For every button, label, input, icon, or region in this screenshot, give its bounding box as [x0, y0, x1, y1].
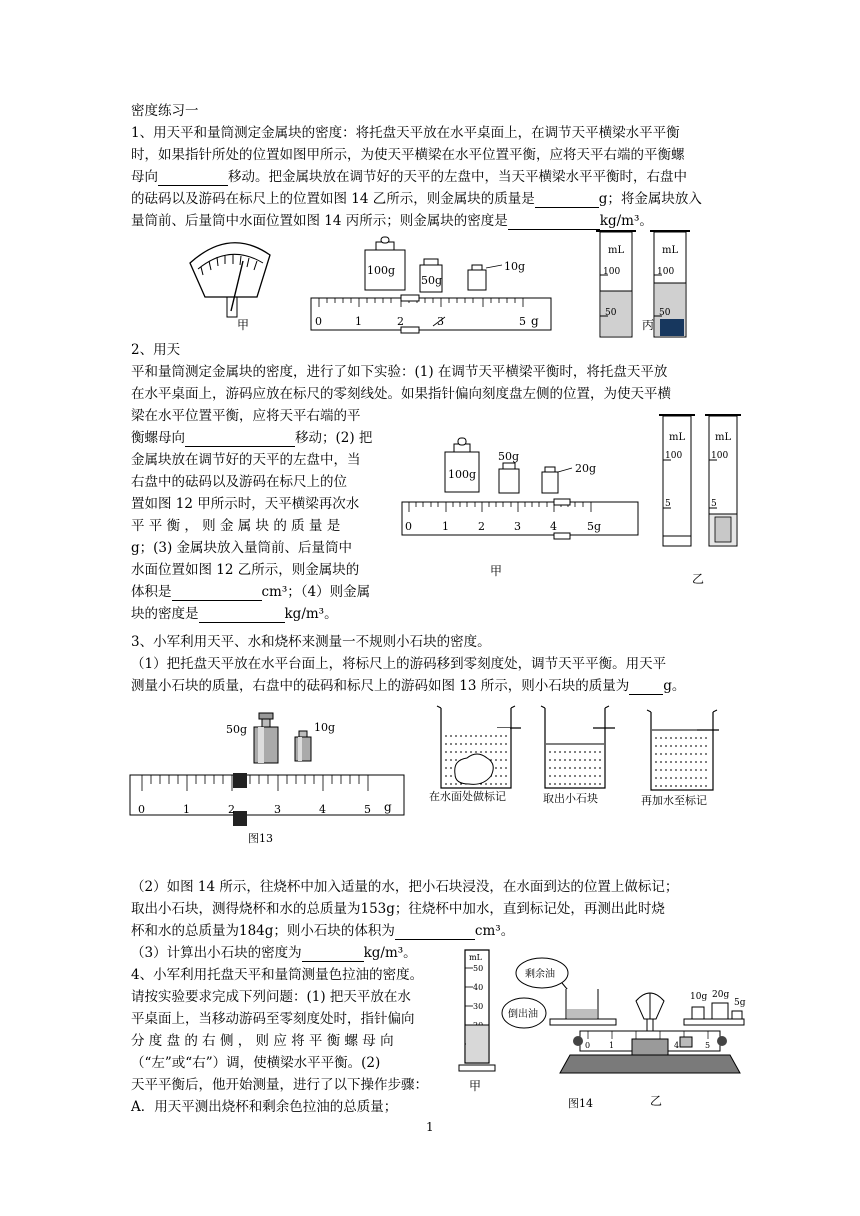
svg-text:100g: 100g [448, 468, 477, 481]
beaker-caption-3: 再加水至标记 [641, 794, 707, 807]
weight-100g: 100g [367, 264, 396, 277]
answer-blank [172, 586, 262, 601]
svg-text:10g: 10g [690, 992, 708, 1002]
svg-text:4: 4 [674, 1041, 680, 1050]
q2-line-12: 块的密度是 kg/m³。 [131, 606, 338, 622]
figure-caption-13: 图13 [248, 832, 273, 845]
answer-blank [395, 925, 475, 940]
q4-line-6: 天平平衡后，他开始测量，进行了以下操作步骤： [131, 1077, 428, 1093]
page-title: 密度练习一 [131, 103, 199, 119]
q1-line-3: 母向 移动。把金属块放在调节好的天平的左盘中，当天平横梁水平平衡时，右盘中 [131, 169, 687, 185]
svg-text:0: 0 [315, 315, 322, 328]
figure-label-jia: 甲 [237, 318, 250, 332]
q3-line-4: 取出小石块，测得烧杯和水的总质量为153g；往烧杯中加水，直到标记处，再测出此时烧 [131, 901, 665, 917]
q3-line-5: 杯和水的总质量为184g；则小石块的体积为 cm³。 [131, 923, 515, 939]
q2-line-7: 置如图 12 甲所示时，天平横梁再次水 [131, 496, 360, 512]
svg-text:5g: 5g [734, 998, 746, 1008]
svg-text:倒出油: 倒出油 [508, 1009, 538, 1020]
svg-text:100: 100 [665, 451, 683, 461]
svg-text:0: 0 [138, 803, 145, 816]
answer-blank [508, 215, 600, 230]
svg-text:0: 0 [585, 1041, 591, 1050]
svg-text:1: 1 [609, 1041, 615, 1050]
q3-line-1: （1）把托盘天平放在水平台面上，将标尺上的游码移到零刻度处，调节天平平衡。用天平 [131, 656, 667, 672]
svg-text:5: 5 [519, 315, 526, 328]
svg-text:mL: mL [608, 245, 625, 256]
q1-line-1: 1、用天平和量筒测定金属块的密度：将托盘天平放在水平桌面上，在调节天平横梁水平平衡 [131, 125, 680, 141]
q2-line-11: 体积是 cm³；（4）则金属 [131, 584, 371, 600]
svg-text:mL: mL [669, 432, 686, 443]
svg-text:2: 2 [397, 315, 404, 328]
figure-label-yi: 乙 [650, 1094, 663, 1108]
page-number: 1 [426, 1120, 434, 1134]
svg-text:2: 2 [478, 520, 485, 533]
svg-text:10g: 10g [314, 721, 336, 734]
answer-blank [185, 432, 295, 447]
answer-blank [535, 193, 599, 208]
q2-line-8: 平 平 衡 ， 则 金 属 块 的 质 量 是 [131, 518, 341, 534]
q4-line-4: 分 度 盘 的 右 侧 ， 则 应 将 平 衡 螺 母 向 [131, 1033, 394, 1049]
svg-text:30: 30 [473, 1002, 484, 1011]
weights-and-scale-q1 [305, 235, 555, 335]
answer-blank [158, 171, 228, 186]
weights-and-scale-q2 [395, 432, 645, 582]
answer-blank [302, 947, 364, 962]
svg-text:100: 100 [711, 451, 729, 461]
figure-label-bing: 丙 [642, 318, 655, 332]
svg-text:3: 3 [437, 315, 444, 328]
svg-text:5: 5 [665, 499, 671, 509]
weights-and-scale-fig13 [128, 705, 408, 845]
q4-line-7: A．用天平测出烧杯和剩余色拉油的总质量； [131, 1099, 398, 1115]
svg-text:4: 4 [319, 803, 326, 816]
figure-label-jia: 甲 [469, 1079, 482, 1093]
q2-line-6: 右盘中的砝码以及游码在标尺上的位 [131, 474, 347, 490]
svg-text:5: 5 [705, 1041, 711, 1050]
svg-text:100: 100 [603, 267, 621, 277]
svg-text:4: 4 [550, 520, 557, 533]
svg-text:1: 1 [183, 803, 190, 816]
svg-text:20g: 20g [575, 462, 597, 475]
q2-line-10: 水面位置如图 12 乙所示，则金属块的 [131, 562, 360, 578]
q4-line-2: 请按实验要求完成下列问题：(1) 把天平放在水 [131, 989, 411, 1005]
q3-head: 3、小军利用天平、水和烧杯来测量一不规则小石块的密度。 [131, 634, 491, 650]
weight-50g: 50g [421, 274, 443, 287]
svg-text:3: 3 [514, 520, 521, 533]
answer-blank [199, 608, 285, 623]
svg-text:50: 50 [659, 308, 671, 318]
svg-text:50: 50 [605, 308, 617, 318]
q4-line-5: （“左”或“右”）调，使横梁水平平衡。(2) [131, 1055, 381, 1071]
svg-text:20g: 20g [712, 990, 730, 1000]
graduated-cylinders-bing [590, 225, 700, 345]
q2-line-2: 在水平桌面上，游码应放在标尺的零刻线处。如果指针偏向刻度盘左侧的位置，为使天平横 [131, 386, 671, 402]
q4-line-1: 4、小军利用托盘天平和量筒测量色拉油的密度。 [131, 967, 424, 983]
svg-text:0: 0 [405, 520, 412, 533]
figure-caption-14: 图14 [568, 1097, 593, 1110]
svg-text:1: 1 [442, 520, 449, 533]
q3-line-3: （2）如图 14 所示，往烧杯中加入适量的水，把小石块浸没，在水面到达的位置上做标记； [131, 879, 679, 895]
svg-text:40: 40 [473, 983, 484, 992]
q2-line-9: g；(3) 金属块放入量筒前、后量筒中 [131, 540, 353, 556]
svg-text:mL: mL [469, 953, 482, 962]
svg-text:2: 2 [228, 803, 235, 816]
svg-text:mL: mL [715, 432, 732, 443]
q2-line-5: 金属块放在调节好的天平的左盘中，当 [131, 452, 361, 468]
svg-text:50: 50 [473, 964, 484, 973]
svg-text:1: 1 [355, 315, 362, 328]
svg-text:g: g [384, 800, 392, 814]
answer-blank [629, 680, 663, 695]
svg-text:5: 5 [711, 499, 717, 509]
figure-label-jia: 甲 [490, 564, 503, 578]
q1-line-5: 量筒前、后量筒中水面位置如图 14 丙所示；则金属块的密度是 kg/m³。 [131, 213, 653, 229]
svg-text:3: 3 [274, 803, 281, 816]
svg-text:mL: mL [662, 245, 679, 256]
q3-line-6: （3）计算出小石块的密度为 kg/m³。 [131, 945, 417, 961]
beakers-fig14 [425, 700, 735, 815]
svg-text:50g: 50g [226, 723, 248, 736]
balance-with-beaker-yi [500, 955, 760, 1125]
q2-line-1: 平和量筒测定金属块的密度，进行了如下实验：(1) 在调节天平横梁平衡时，将托盘天平放 [131, 364, 668, 380]
q2-head: 2、用天 [131, 342, 181, 358]
beaker-caption-1: 在水面处做标记 [429, 790, 506, 803]
svg-text:剩余油: 剩余油 [525, 969, 555, 980]
balance-pointer-dial [185, 235, 280, 335]
q2-line-4: 衡螺母向 移动；(2) 把 [131, 430, 373, 446]
q2-line-3: 梁在水平位置平衡，应将天平右端的平 [131, 408, 361, 424]
weight-10g: 10g [504, 260, 526, 273]
q3-line-2: 测量小石块的质量，右盘中的砝码和标尺上的游码如图 13 所示，则小石块的质量为 g。 [131, 678, 686, 694]
q1-line-2: 时，如果指针所处的位置如图甲所示，为使天平横梁在水平位置平衡，应将天平右端的平衡螺 [131, 147, 685, 163]
svg-text:100: 100 [657, 267, 675, 277]
q1-line-4: 的砝码以及游码在标尺上的位置如图 14 乙所示，则金属块的质量是 g；将金属块放入 [131, 191, 702, 207]
svg-text:50g: 50g [498, 450, 520, 463]
svg-text:5: 5 [364, 803, 371, 816]
svg-text:g: g [531, 314, 539, 328]
beaker-caption-2: 取出小石块 [543, 792, 598, 805]
svg-text:5g: 5g [587, 520, 602, 533]
figure-label-yi: 乙 [692, 572, 705, 586]
graduated-cylinders-yi [655, 410, 745, 590]
q4-line-3: 平桌面上，当移动游码至零刻度处时，指针偏向 [131, 1011, 415, 1027]
